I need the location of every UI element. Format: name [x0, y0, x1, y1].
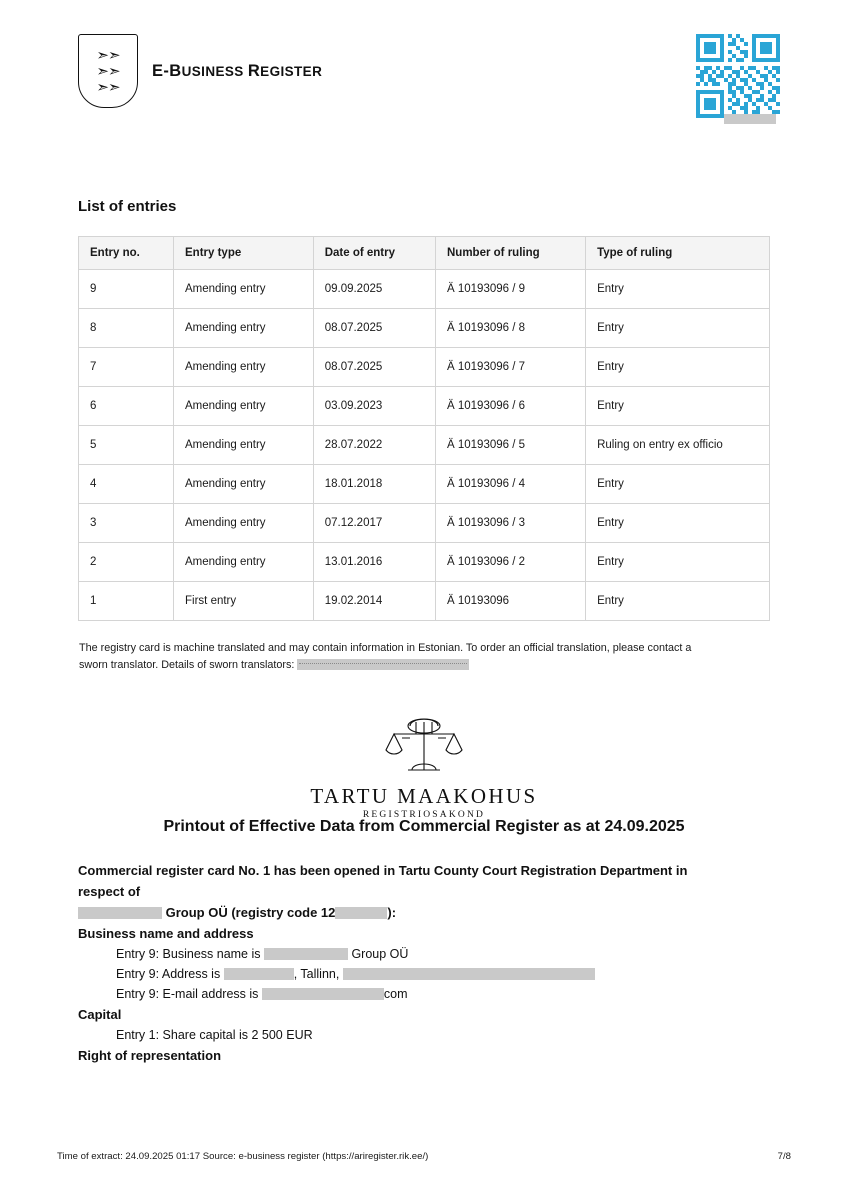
disclaimer-line-1: The registry card is machine translated and may contain information in Estonian. To order an official translation, please contact a — [79, 642, 692, 654]
translation-disclaimer — [79, 640, 743, 674]
redaction-block — [335, 907, 387, 919]
lead-line-1: Commercial register card No. 1 has been opened in Tartu County Court Registration Department in — [78, 863, 688, 878]
court-emblem-block — [0, 714, 848, 820]
cell-entry-type: Amending entry — [174, 348, 314, 387]
cell-ruling-type: Ruling on entry ex officio — [586, 426, 770, 465]
cell-entry-type: Amending entry — [174, 426, 314, 465]
cell-ruling-type: Entry — [586, 543, 770, 582]
cell-ruling-number: Ä 10193096 / 4 — [436, 465, 586, 504]
table-row — [79, 348, 770, 387]
entry-address — [78, 964, 772, 984]
cell-entry-no: 1 — [79, 582, 174, 621]
cell-ruling-number: Ä 10193096 / 6 — [436, 387, 586, 426]
cell-date: 19.02.2014 — [313, 582, 435, 621]
column-header-type-of-ruling: Type of ruling — [586, 237, 770, 270]
cell-date: 09.09.2025 — [313, 270, 435, 309]
cell-entry-no: 3 — [79, 504, 174, 543]
cell-entry-no: 2 — [79, 543, 174, 582]
brand-title-part3: R — [247, 61, 261, 80]
qr-code-icon — [696, 34, 780, 118]
entries-table — [78, 236, 770, 621]
company-line — [78, 902, 772, 923]
redaction-block — [724, 114, 776, 124]
entry-value: com — [383, 987, 408, 1001]
table-row — [79, 504, 770, 543]
cell-entry-type: First entry — [174, 582, 314, 621]
printout-title: Printout of Effective Data from Commercial Register as at 24.09.2025 — [163, 818, 685, 835]
cell-ruling-type: Entry — [586, 504, 770, 543]
page-footer — [57, 1151, 791, 1162]
cell-entry-no: 6 — [79, 387, 174, 426]
entry-label: Entry 9: Business name is — [116, 947, 264, 961]
table-header-row — [79, 237, 770, 270]
entry-label: Entry 9: E-mail address is — [116, 987, 262, 1001]
page-number: 7/8 — [777, 1151, 791, 1162]
scales-of-justice-icon — [364, 714, 484, 782]
table-row — [79, 543, 770, 582]
cell-ruling-number: Ä 10193096 / 3 — [436, 504, 586, 543]
entry-email — [78, 984, 772, 1004]
cell-entry-no: 7 — [79, 348, 174, 387]
cell-date: 18.01.2018 — [313, 465, 435, 504]
table-row — [79, 582, 770, 621]
table-row — [79, 387, 770, 426]
cell-entry-no: 5 — [79, 426, 174, 465]
brand-title-part1: E-B — [152, 61, 182, 80]
disclaimer-line-2: sworn translator. Details of sworn translators: — [79, 659, 298, 671]
redaction-block — [264, 948, 348, 960]
page-title: List of entries — [78, 198, 177, 215]
brand-title-part4: EGISTER — [260, 63, 323, 79]
court-department: REGISTRIOSAKOND — [362, 810, 486, 820]
cell-ruling-number: Ä 10193096 / 5 — [436, 426, 586, 465]
entry-value: Group OÜ — [347, 947, 409, 961]
table-row — [79, 309, 770, 348]
column-header-date-of-entry: Date of entry — [313, 237, 435, 270]
cell-ruling-type: Entry — [586, 465, 770, 504]
redaction-block — [343, 968, 595, 980]
cell-ruling-number: Ä 10193096 / 9 — [436, 270, 586, 309]
redaction-block — [78, 907, 162, 919]
cell-entry-no: 4 — [79, 465, 174, 504]
cell-date: 08.07.2025 — [313, 348, 435, 387]
cell-ruling-type: Entry — [586, 348, 770, 387]
column-header-number-of-ruling: Number of ruling — [436, 237, 586, 270]
brand — [78, 34, 322, 108]
brand-title — [152, 62, 322, 81]
cell-date: 13.01.2016 — [313, 543, 435, 582]
redaction-block — [224, 968, 294, 980]
cell-entry-type: Amending entry — [174, 387, 314, 426]
table-row — [79, 465, 770, 504]
company-line-text-2: ): — [387, 905, 397, 920]
brand-title-part2: USINESS — [181, 63, 248, 79]
cell-date: 28.07.2022 — [313, 426, 435, 465]
entry-label: Entry 9: Address is — [116, 967, 224, 981]
cell-entry-type: Amending entry — [174, 504, 314, 543]
company-line-text: Group OÜ (registry code 12 — [162, 905, 336, 920]
heading-capital: Capital — [78, 1007, 122, 1022]
court-name: TARTU MAAKOHUS — [310, 784, 538, 808]
cell-entry-type: Amending entry — [174, 543, 314, 582]
cell-date: 03.09.2023 — [313, 387, 435, 426]
entry-business-name — [78, 944, 772, 964]
page-header — [78, 34, 780, 124]
redaction-block — [262, 988, 384, 1000]
redacted-link — [297, 659, 469, 670]
column-header-entry-type: Entry type — [174, 237, 314, 270]
cell-ruling-type: Entry — [586, 387, 770, 426]
cell-ruling-type: Entry — [586, 582, 770, 621]
cell-entry-type: Amending entry — [174, 309, 314, 348]
heading-business-name-and-address: Business name and address — [78, 926, 254, 941]
cell-ruling-number: Ä 10193096 / 2 — [436, 543, 586, 582]
table-row — [79, 270, 770, 309]
cell-entry-no: 9 — [79, 270, 174, 309]
cell-ruling-number: Ä 10193096 — [436, 582, 586, 621]
entry-share-capital: Entry 1: Share capital is 2 500 EUR — [116, 1028, 313, 1042]
entry-value: , Tallinn, — [293, 967, 343, 981]
cell-date: 07.12.2017 — [313, 504, 435, 543]
table-row — [79, 426, 770, 465]
lead-line-2: respect of — [78, 884, 141, 899]
printout-body — [78, 860, 772, 1066]
cell-entry-type: Amending entry — [174, 465, 314, 504]
cell-entry-no: 8 — [79, 309, 174, 348]
footer-source: Time of extract: 24.09.2025 01:17 Source: e-business register (https://ariregister.rik.ee/) — [57, 1151, 429, 1162]
estonian-coat-of-arms-icon: ➣➣ ➣➣ ➣➣ — [78, 34, 138, 108]
table-body — [79, 270, 770, 621]
cell-date: 08.07.2025 — [313, 309, 435, 348]
cell-ruling-type: Entry — [586, 309, 770, 348]
heading-right-of-representation: Right of representation — [78, 1048, 222, 1063]
cell-ruling-number: Ä 10193096 / 7 — [436, 348, 586, 387]
cell-ruling-type: Entry — [586, 270, 770, 309]
column-header-entry-no: Entry no. — [79, 237, 174, 270]
cell-entry-type: Amending entry — [174, 270, 314, 309]
cell-ruling-number: Ä 10193096 / 8 — [436, 309, 586, 348]
